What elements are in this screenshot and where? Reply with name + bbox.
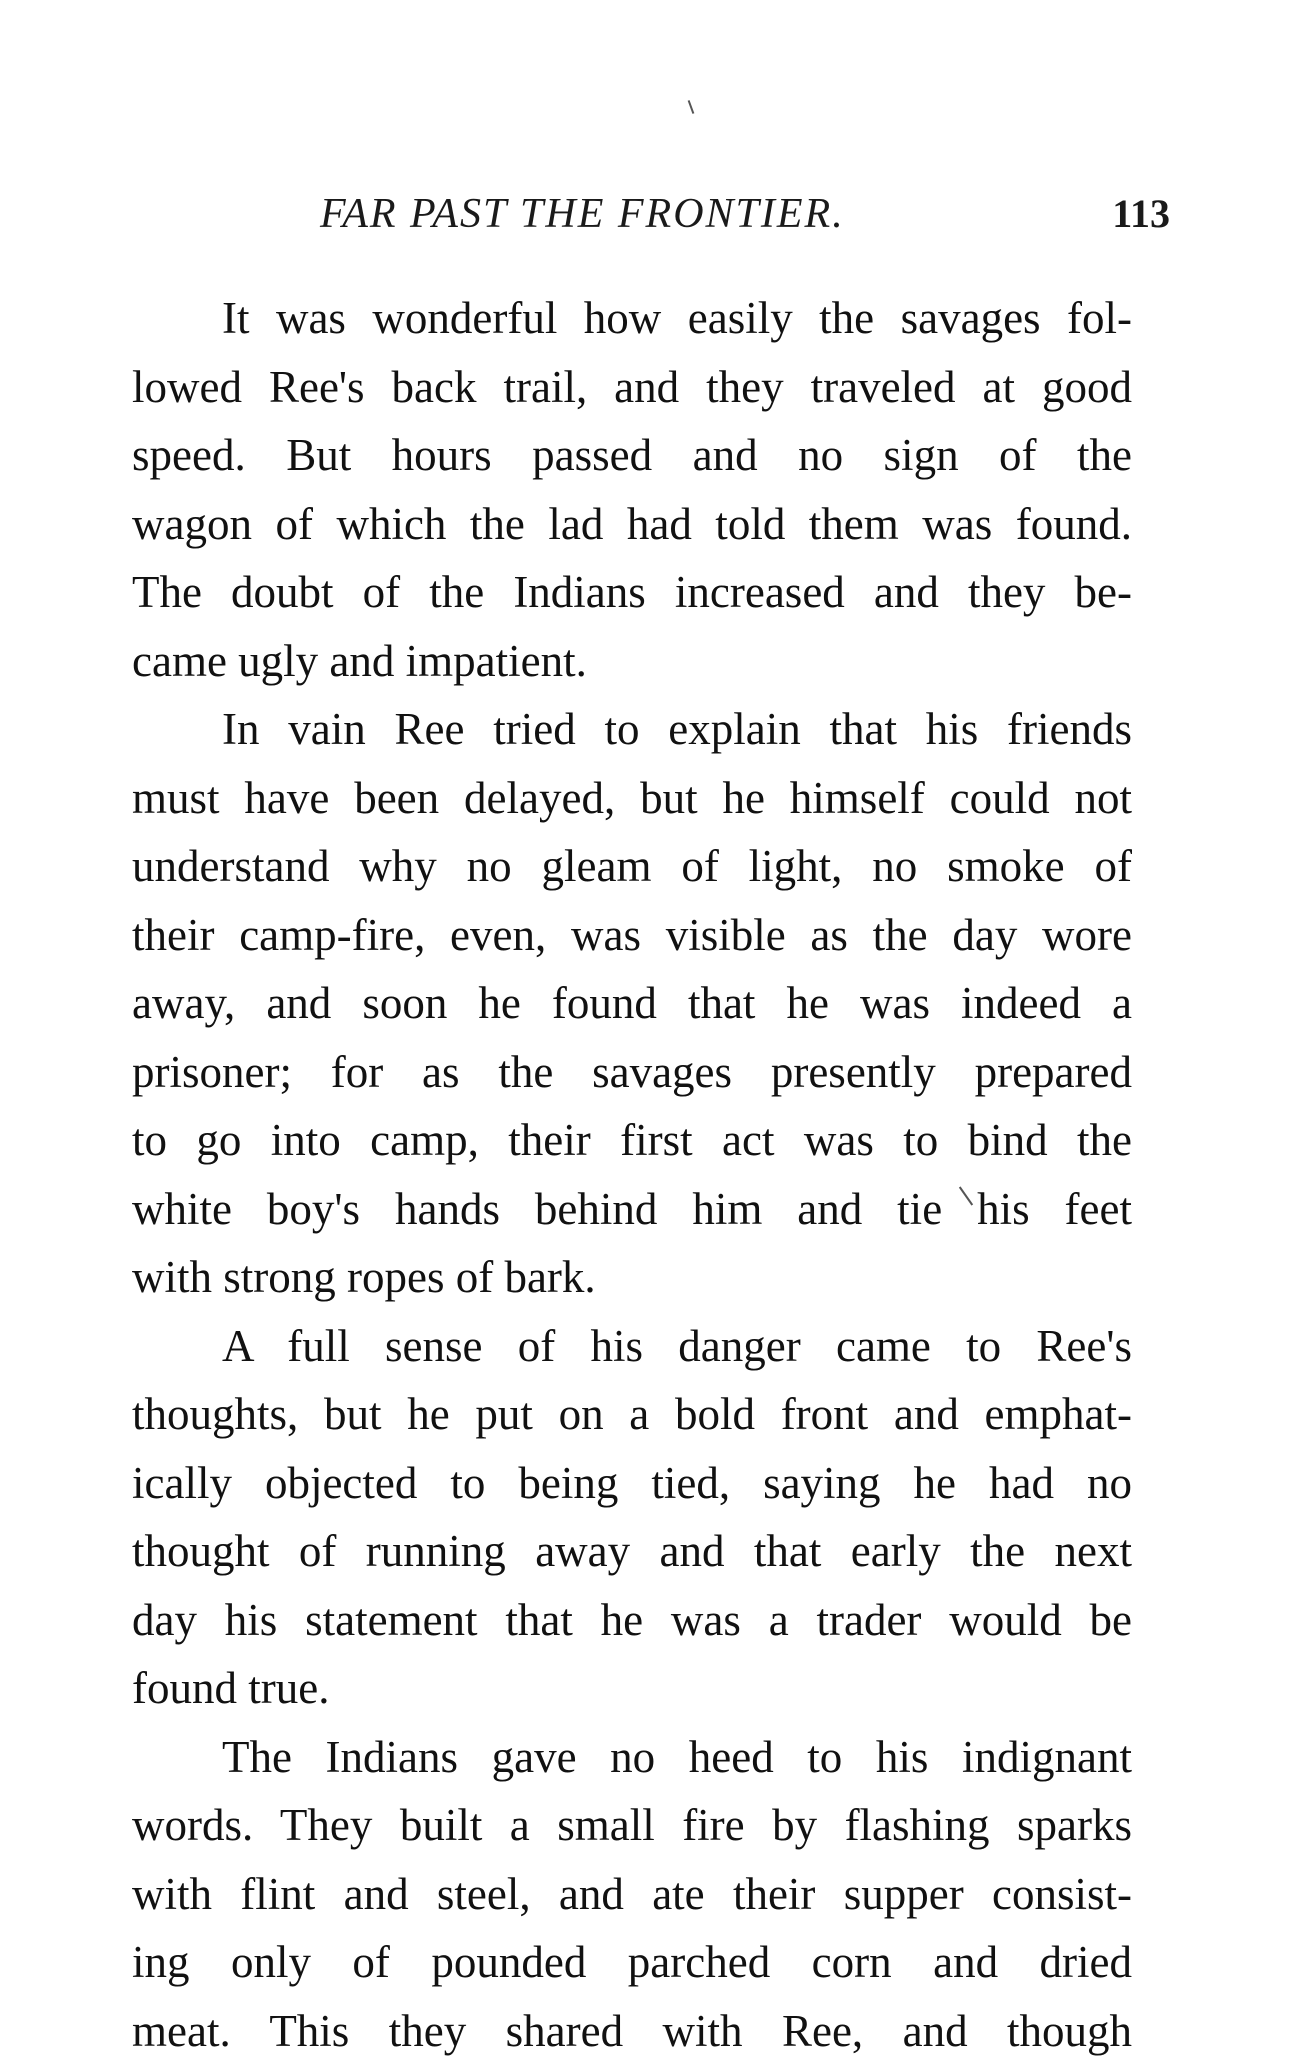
text-line: In vain Ree tried to explain that his friends xyxy=(132,695,1132,764)
text-line: wagon of which the lad had told them was found. xyxy=(132,490,1132,559)
text-line: understand why no gleam of light, no smoke of xyxy=(132,832,1132,901)
text-line: prisoner; for as the savages presently prepared xyxy=(132,1038,1132,1107)
text-line: meat. This they shared with Ree, and though xyxy=(132,1997,1132,2065)
text-line: A full sense of his danger came to Ree's xyxy=(132,1312,1132,1381)
text-line: found true. xyxy=(132,1654,1132,1723)
running-title: FAR PAST THE FRONTIER. xyxy=(320,190,845,238)
print-speck xyxy=(688,100,695,114)
text-line: speed. But hours passed and no sign of the xyxy=(132,421,1132,490)
page-number: 113 xyxy=(1112,190,1170,237)
body-text xyxy=(132,284,1132,2065)
text-line: their camp-fire, even, was visible as the day wore xyxy=(132,901,1132,970)
text-line: ically objected to being tied, saying he had no xyxy=(132,1449,1132,1518)
text-line: It was wonderful how easily the savages fol- xyxy=(132,284,1132,353)
text-line: white boy's hands behind him and tie his feet xyxy=(132,1175,1132,1244)
text-line: with flint and steel, and ate their supper consist- xyxy=(132,1860,1132,1929)
text-line: lowed Ree's back trail, and they traveled at good xyxy=(132,353,1132,422)
text-line: thought of running away and that early the next xyxy=(132,1517,1132,1586)
text-line: came ugly and impatient. xyxy=(132,627,1132,696)
text-line: The Indians gave no heed to his indignant xyxy=(132,1723,1132,1792)
text-line: with strong ropes of bark. xyxy=(132,1243,1132,1312)
text-line: must have been delayed, but he himself could not xyxy=(132,764,1132,833)
text-line: words. They built a small fire by flashing sparks xyxy=(132,1791,1132,1860)
text-line: The doubt of the Indians increased and they be- xyxy=(132,558,1132,627)
text-line: thoughts, but he put on a bold front and emphat- xyxy=(132,1380,1132,1449)
text-line: ing only of pounded parched corn and dried xyxy=(132,1928,1132,1997)
running-head xyxy=(320,190,1170,250)
text-line: to go into camp, their first act was to bind the xyxy=(132,1106,1132,1175)
text-line: day his statement that he was a trader would be xyxy=(132,1586,1132,1655)
text-line: away, and soon he found that he was indeed a xyxy=(132,969,1132,1038)
